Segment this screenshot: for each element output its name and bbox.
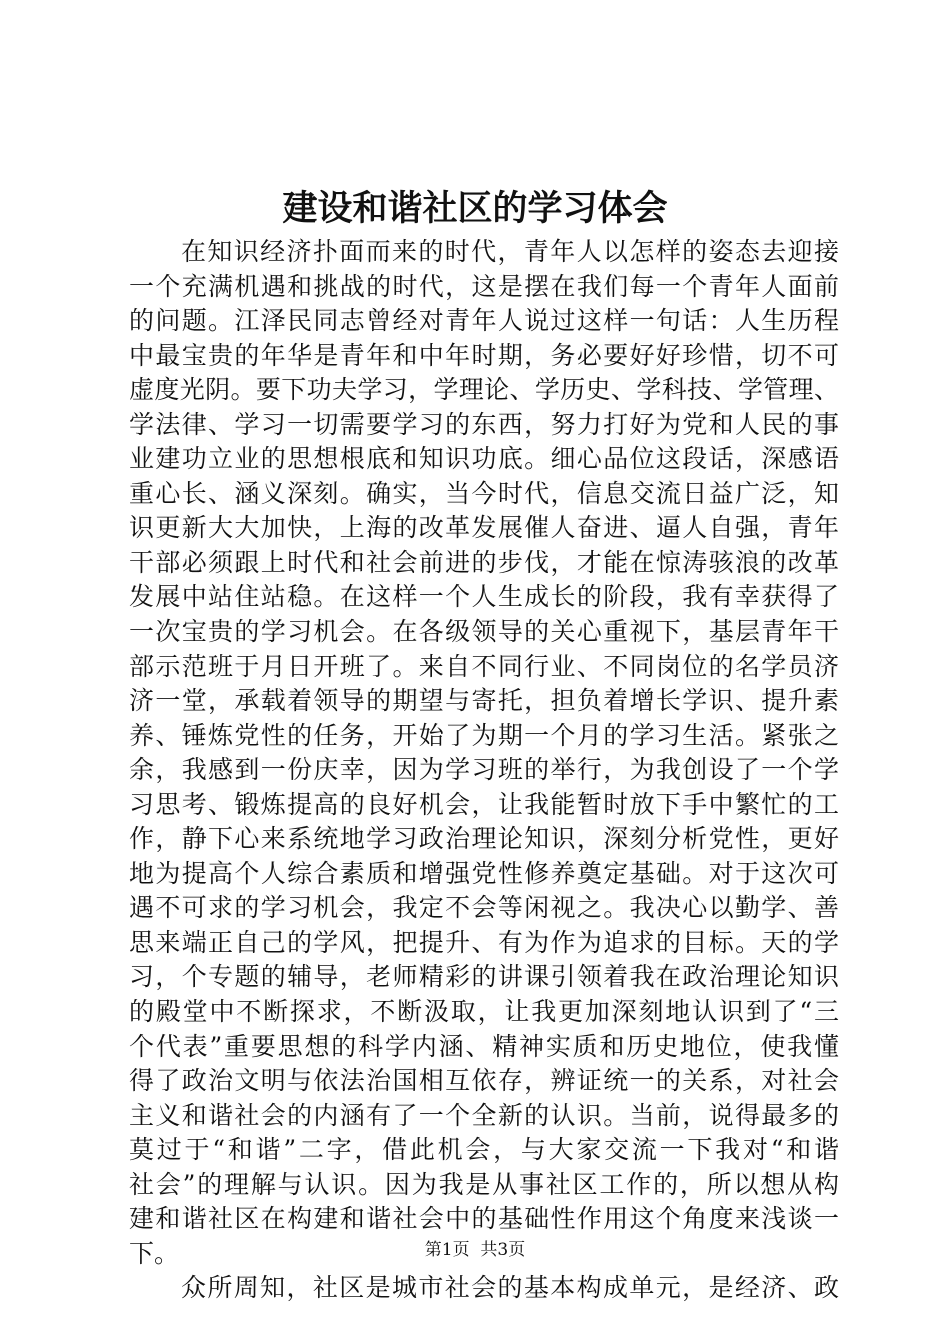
document-body xyxy=(129,235,839,1306)
text-line: 部示范班于月日开班了。来自不同行业、不同岗位的名学员济 xyxy=(129,651,839,681)
text-line: 习，个专题的辅导，老师精彩的讲课引领着我在政治理论知识 xyxy=(129,962,839,992)
text-line: 主义和谐社会的内涵有了一个全新的认识。当前，说得最多的 xyxy=(129,1100,839,1130)
text-line: 的问题。江泽民同志曾经对青年人说过这样一句话：人生历程 xyxy=(129,306,839,336)
text-line: 一个充满机遇和挑战的时代，这是摆在我们每一个青年人面前 xyxy=(129,271,839,301)
text-line: 习思考、锻炼提高的良好机会，让我能暂时放下手中繁忙的工 xyxy=(129,789,839,819)
text-line: 莫过于“和谐”二字，借此机会，与大家交流一下我对“和谐 xyxy=(129,1135,839,1165)
text-line: 众所周知，社区是城市社会的基本构成单元，是经济、政 xyxy=(181,1273,839,1303)
text-line: 济一堂，承载着领导的期望与寄托，担负着增长学识、提升素 xyxy=(129,686,839,716)
text-line: 学法律、学习一切需要学习的东西，努力打好为党和人民的事 xyxy=(129,409,839,439)
text-line: 遇不可求的学习机会，我定不会等闲视之。我决心以勤学、善 xyxy=(129,893,839,923)
text-line: 下。 xyxy=(129,1238,180,1268)
text-line: 发展中站住站稳。在这样一个人生成长的阶段，我有幸获得了 xyxy=(129,582,839,612)
text-line: 作，静下心来系统地学习政治理论知识，深刻分析党性，更好 xyxy=(129,824,839,854)
text-line: 个代表”重要思想的科学内涵、精神实质和历史地位，使我懂 xyxy=(129,1031,839,1061)
text-line: 虚度光阴。要下功夫学习，学理论、学历史、学科技、学管理、 xyxy=(129,375,839,405)
text-line: 余，我感到一份庆幸，因为学习班的举行，为我创设了一个学 xyxy=(129,755,839,785)
text-line: 社会”的理解与认识。因为我是从事社区工作的，所以想从构 xyxy=(129,1169,839,1199)
document-title: 建设和谐社区的学习体会 xyxy=(282,188,668,229)
text-line: 思来端正自己的学风，把提升、有为作为追求的目标。天的学 xyxy=(129,927,839,957)
text-line: 养、锤炼党性的任务，开始了为期一个月的学习生活。紧张之 xyxy=(129,720,839,750)
text-line: 识更新大大加快，上海的改革发展催人奋进、逼人自强，青年 xyxy=(129,513,839,543)
page-footer: 第1页 共3页 xyxy=(424,1240,526,1260)
text-line: 在知识经济扑面而来的时代，青年人以怎样的姿态去迎接 xyxy=(181,237,839,266)
text-line: 中最宝贵的年华是青年和中年时期，务必要好好珍惜，切不可 xyxy=(129,340,839,370)
text-line: 干部必须跟上时代和社会前进的步伐，才能在惊涛骇浪的改革 xyxy=(129,547,839,577)
text-line: 得了政治文明与依法治国相互依存，辨证统一的关系，对社会 xyxy=(129,1066,839,1096)
text-line: 业建功立业的思想根底和知识功底。细心品位这段话，深感语 xyxy=(129,444,839,474)
text-line: 的殿堂中不断探求，不断汲取，让我更加深刻地认识到了“三 xyxy=(129,997,839,1027)
text-line: 一次宝贵的学习机会。在各级领导的关心重视下，基层青年干 xyxy=(129,617,839,647)
text-line: 建和谐社区在构建和谐社会中的基础性作用这个角度来浅谈一 xyxy=(129,1204,839,1234)
text-line: 地为提高个人综合素质和增强党性修养奠定基础。对于这次可 xyxy=(129,858,839,888)
text-line: 重心长、涵义深刻。确实，当今时代，信息交流日益广泛，知 xyxy=(129,478,839,508)
